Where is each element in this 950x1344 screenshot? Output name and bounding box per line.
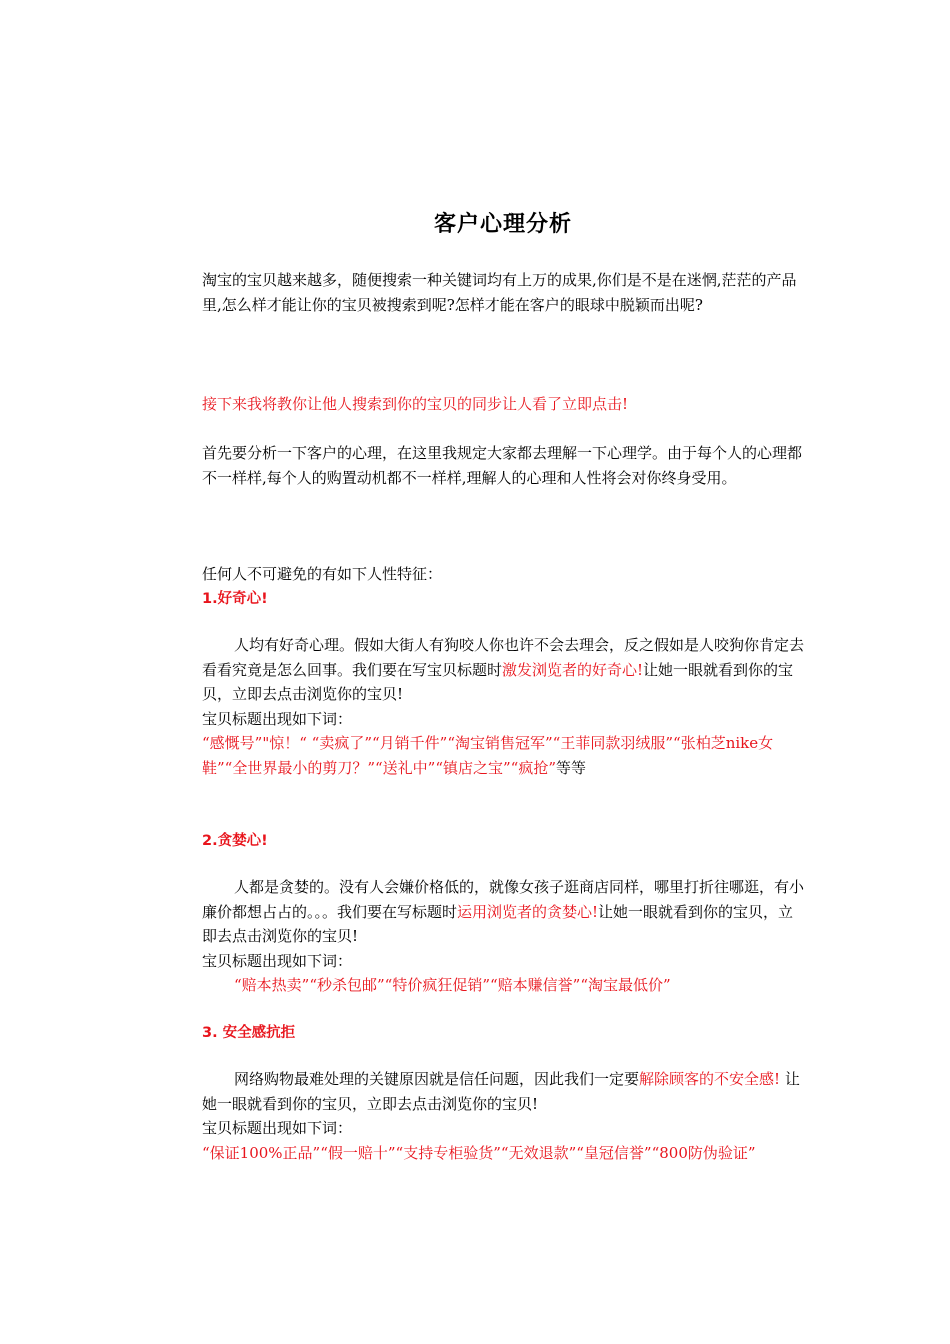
keyword-list [202, 973, 806, 998]
section-heading-greed: 2.贪婪心! [202, 833, 268, 849]
body-text: 网络购物最难处理的关键原因就是信任问题，因此我们一定要 [234, 1070, 640, 1088]
body-text: 人均有好奇心理。假如大街人有狗咬人你也许不会去理会，反之假如是人咬狗你肯定去看看究竟是怎么回事。我们要在写宝贝标题时 [202, 636, 805, 679]
section-heading-security: 3. 安全感抗拒 [202, 1025, 296, 1041]
psychology-intro-paragraph: 首先要分析一下客户的心理，在这里我规定大家都去理解一下心理学。由于每个人的心理都不一样样,每个人的购置动机都不一样样,理解人的心理和人性将会对你终身受用。 [202, 444, 803, 487]
body-highlight: 激发浏览者的好奇心! [502, 660, 644, 679]
keywords: “感慨号”"惊！“ “卖疯了”“月销千件”“淘宝销售冠军”“王菲同款羽绒服”“张柏芝nike女鞋”“全世界最小的剪刀？”“送礼中”“镇店之宝”“疯抢” [202, 734, 774, 777]
traits-intro: 任何人不可避免的有如下人性特征： [202, 565, 443, 583]
section-body-security [202, 1067, 806, 1165]
keywords: “赔本热卖”“秒杀包邮”“特价疯狂促销”“赔本赚信誉”“淘宝最低价” [234, 976, 671, 994]
keywords: “保证100%正品”“假一赔十”“支持专柜验货”“无效退款”“皇冠信誉”“800防伪验证” [202, 1143, 756, 1162]
section-paragraph [202, 875, 806, 949]
body-text: 人都是贪婪的。没有人会嫌价格低的，就像女孩子逛商店同样，哪里打折往哪逛，有小廉价都想占占的。。。我们要在写标题时 [202, 878, 805, 921]
keyword-label: 宝贝标题出现如下词： [202, 709, 353, 728]
keyword-label: 宝贝标题出现如下词： [202, 951, 353, 970]
keyword-label: 宝贝标题出现如下词： [202, 1119, 353, 1137]
section-body-curiosity [202, 633, 806, 780]
body-highlight: 运用浏览者的贪婪心! [457, 902, 599, 921]
document-title: 客户心理分析 [433, 212, 572, 237]
body-text: 让她一眼就看到你的宝贝，立即去点击浏览你的宝贝! [202, 660, 794, 703]
intro-paragraph: 淘宝的宝贝越来越多，随便搜索一种关键词均有上万的成果,你们是不是在迷惘,茫茫的产品里,怎么样才能让你的宝贝被搜索到呢?怎样才能在客户的眼球中脱颖而出呢? [202, 271, 797, 314]
section-paragraph [202, 633, 806, 707]
section-heading-curiosity: 1.好奇心! [202, 591, 268, 607]
section-body-greed [202, 875, 806, 998]
highlight-paragraph: 接下来我将教你让他人搜索到你的宝贝的同步让人看了立即点击! [202, 395, 629, 413]
section-paragraph [202, 1067, 806, 1116]
keyword-list [202, 731, 806, 780]
keywords-suffix: 等等 [556, 758, 587, 777]
body-text: 让她一眼就看到你的宝贝，立即去点击浏览你的宝贝! [202, 902, 794, 945]
keyword-list [202, 1141, 806, 1166]
body-text: 让她一眼就看到你的宝贝，立即去点击浏览你的宝贝! [202, 1070, 800, 1113]
body-highlight: 解除顾客的不安全感! [639, 1070, 781, 1088]
